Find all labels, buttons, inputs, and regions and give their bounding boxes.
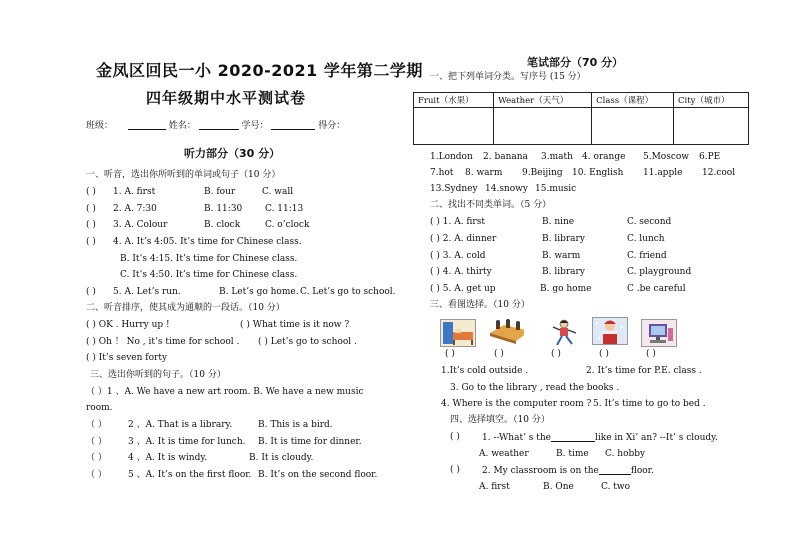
w4-q2-pre: 2. My classroom is on the [482,466,599,476]
picture-paren-3[interactable]: ( ) [551,349,561,359]
word-3: 3.math [541,152,573,162]
w2-q2-option-a[interactable]: ( ) 2. A. dinner [430,234,497,244]
w4-q2-question [482,464,654,477]
l3-q2-option-a: 2 、A. That is a library. [128,420,233,430]
answer-cell-class[interactable] [592,108,674,145]
table-header-weather: Weather（天气） [494,93,592,108]
l1-paren-5[interactable]: ( ) [86,287,96,297]
l3-paren-5[interactable]: （ ） [86,470,107,480]
l1-paren-2[interactable]: ( ) [86,204,96,214]
w2-q5-option-c: C .be careful [627,284,686,294]
word-15: 15.music [535,184,577,194]
id-blank[interactable] [271,119,315,130]
w2-q3-option-a[interactable]: ( ) 3. A. cold [430,251,486,261]
l1-paren-3[interactable]: ( ) [86,220,96,230]
l1-option-c-1: C. wall [262,187,294,197]
word-5: 5.Moscow [643,152,690,162]
w4-q1-blank[interactable] [551,431,595,442]
id-label: 学号： [241,121,269,131]
l1-q4-option-b: B. It’s 4:15. It’s time for Chinese class. [120,254,298,264]
word-8: 8. warm [465,168,503,178]
picture-5-computer-room [641,319,677,347]
table-header-city: City（城市） [674,93,749,108]
l1-paren-4[interactable]: ( ) [86,237,96,247]
l1-option-a-2: 2. A. 7:30 [113,204,157,214]
name-label: 姓名： [168,121,196,131]
l2-item-5[interactable]: ( ) It’s seven forty [86,353,168,363]
written-heading: 笔试部分（70 分） [527,56,624,69]
word-7: 7.hot [430,168,454,178]
word-classification-table [413,92,749,145]
l3-paren-2[interactable]: （ ） [86,420,107,430]
w2-q5-option-b: B. go home [540,284,592,294]
student-info-line [86,119,345,132]
l3-paren-3[interactable]: （ ） [86,437,107,447]
w4-q2-option-c: C. two [601,482,631,492]
w3-sentence-3: 3. Go to the library , read the books . [450,383,620,393]
score-label: 得分： [318,121,346,131]
answer-cell-fruit[interactable] [414,108,494,145]
l3-q5-option-a: 5 、A. It’s on the first floor. [128,470,252,480]
w2-q1-option-a[interactable]: ( ) 1. A. first [430,217,485,227]
name-blank[interactable] [199,119,239,130]
word-4: 4. orange [582,152,626,162]
w4-q1-question [482,431,718,444]
written-s1-title: 一、把下列单词分类。写序号 (15 分） [430,72,586,82]
w2-q4-option-b: B. library [542,267,585,277]
word-1: 1.London [430,152,473,162]
word-14: 14.snowy [485,184,528,194]
l1-option-a-1: 1. A. first [113,187,156,197]
l1-option-c-2: C. 11:13 [265,204,304,214]
w4-q2-option-a: A. first [479,482,510,492]
exam-school-title: 金凤区回民一小 2020-2021 学年第二学期 [96,61,423,80]
bed-icon [441,320,475,346]
written-s2-title: 二、找出不同类单词。（5 分） [430,200,552,210]
l1-q4-option-c: C. It’s 4:50. It’s time for Chinese class. [120,270,298,280]
table-header-class: Class（课程） [592,93,674,108]
picture-paren-2[interactable]: ( ) [494,349,504,359]
written-s3-title: 三、看图选择。（10 分） [430,300,530,310]
w4-q1-option-b: B. time [556,449,589,459]
l2-item-2[interactable]: ( ) What time is it now ? [240,320,350,330]
w3-sentence-1: 1.It’s cold outside . [441,366,529,376]
w2-q1-option-b: B. nine [542,217,575,227]
w4-q1-pre: 1. --What’ s the [482,433,552,443]
word-10: 10. English [572,168,624,178]
l3-q3-option-b: B. It is time for dinner. [258,437,362,447]
l3-q1-line2: room. [86,403,113,413]
l1-q5-option-a: 5. A. Let’s run. [113,287,181,297]
answer-cell-city[interactable] [674,108,749,145]
l3-q1-line1: （ ）1 、A. We have a new art room. B. We have a new music [86,387,364,397]
l3-paren-4[interactable]: （ ） [86,453,107,463]
l2-item-1[interactable]: ( ) OK . Hurry up ! [86,320,170,330]
word-9: 9.Beijing [522,168,563,178]
l1-paren-1[interactable]: ( ) [86,187,96,197]
picture-2-library [490,319,524,345]
w4-q1-post: like in Xi’ an? --It’ s cloudy. [595,433,718,443]
l3-q4-option-b: B. It is cloudy. [249,453,314,463]
picture-paren-5[interactable]: ( ) [646,349,656,359]
picture-4-cold [592,317,628,345]
word-13: 13.Sydney [430,184,478,194]
running-kid-icon [550,319,584,345]
w3-sentence-4: 4. Where is the computer room ? [441,399,592,409]
w4-q1-option-a: A. weather [479,449,529,459]
picture-1-bed [440,319,476,347]
table-header-fruit: Fruit（水果） [414,93,494,108]
l3-q3-option-a: 3 、A. It is time for lunch. [128,437,246,447]
written-s4-title: 四、选择填空。（10 分） [450,415,550,425]
listening-s2-title: 二、听音排序，使其成为通顺的一段话。（10 分） [86,303,285,313]
w3-sentence-2: 2. It’s time for P.E. class . [586,366,702,376]
l1-option-a-3: 3. A. Colour [113,220,168,230]
l1-option-b-1: B. four [204,187,236,197]
l1-option-b-2: B. 11:30 [204,204,243,214]
word-12: 12.cool [702,168,736,178]
w4-q2-paren[interactable]: ( ) [450,465,460,475]
l1-q5-option-b: B. Let’s go home. [219,287,299,297]
picture-paren-1[interactable]: ( ) [445,349,455,359]
w4-q1-option-c: C. hobby [605,449,646,459]
l1-q4-option-a: 4. A. It’s 4:05. It’s time for Chinese class. [113,237,302,247]
word-6: 6.PE [699,152,721,162]
w2-q4-option-c: C. playground [627,267,692,277]
w2-q3-option-c: C. friend [627,251,667,261]
w2-q2-option-b: B. library [542,234,585,244]
listening-heading: 听力部分（30 分） [184,147,281,160]
l1-q5-option-c: C. Let’s go to school. [300,287,396,297]
cold-person-icon [593,318,627,345]
w2-q2-option-c: C. lunch [627,234,665,244]
w2-q4-option-a[interactable]: ( ) 4. A. thirty [430,267,492,277]
w4-q2-option-b: B. One [543,482,574,492]
picture-3-pe-class [550,319,584,345]
l3-q2-option-b: B. This is a bird. [258,420,333,430]
exam-subtitle: 四年级期中水平测试卷 [146,89,307,107]
w4-q1-paren[interactable]: ( ) [450,432,460,442]
answer-cell-weather[interactable] [494,108,592,145]
w2-q5-option-a[interactable]: ( ) 5. A. get up [430,284,496,294]
class-label: 班级： [86,121,114,131]
listening-s1-title: 一、听音，选出你所听到的单词或句子（10 分） [86,170,281,180]
w4-q2-blank[interactable] [599,464,631,475]
library-desks-icon [490,319,524,345]
listening-s3-title: 三、选出你听到的句子。（10 分） [90,370,226,380]
picture-paren-4[interactable]: ( ) [599,349,609,359]
word-11: 11.apple [643,168,683,178]
l3-q4-option-a: 4 、A. It is windy. [128,453,208,463]
word-2: 2. banana [483,152,528,162]
l2-item-3[interactable]: ( ) Oh ！ No , it’s time for school . [86,337,240,347]
l1-option-c-3: C. o’clock [265,220,310,230]
l1-option-b-3: B. clock [204,220,241,230]
w2-q3-option-b: B. warm [542,251,581,261]
l3-q5-option-b: B. It’s on the second floor. [258,470,378,480]
w4-q2-post: floor. [630,466,654,476]
class-blank[interactable] [128,119,166,130]
computer-icon [642,320,676,346]
l2-item-4[interactable]: ( ) Let’s go to school . [258,337,357,347]
w2-q1-option-c: C. second [627,217,672,227]
w3-sentence-5: 5. It’s time to go to bed . [593,399,706,409]
